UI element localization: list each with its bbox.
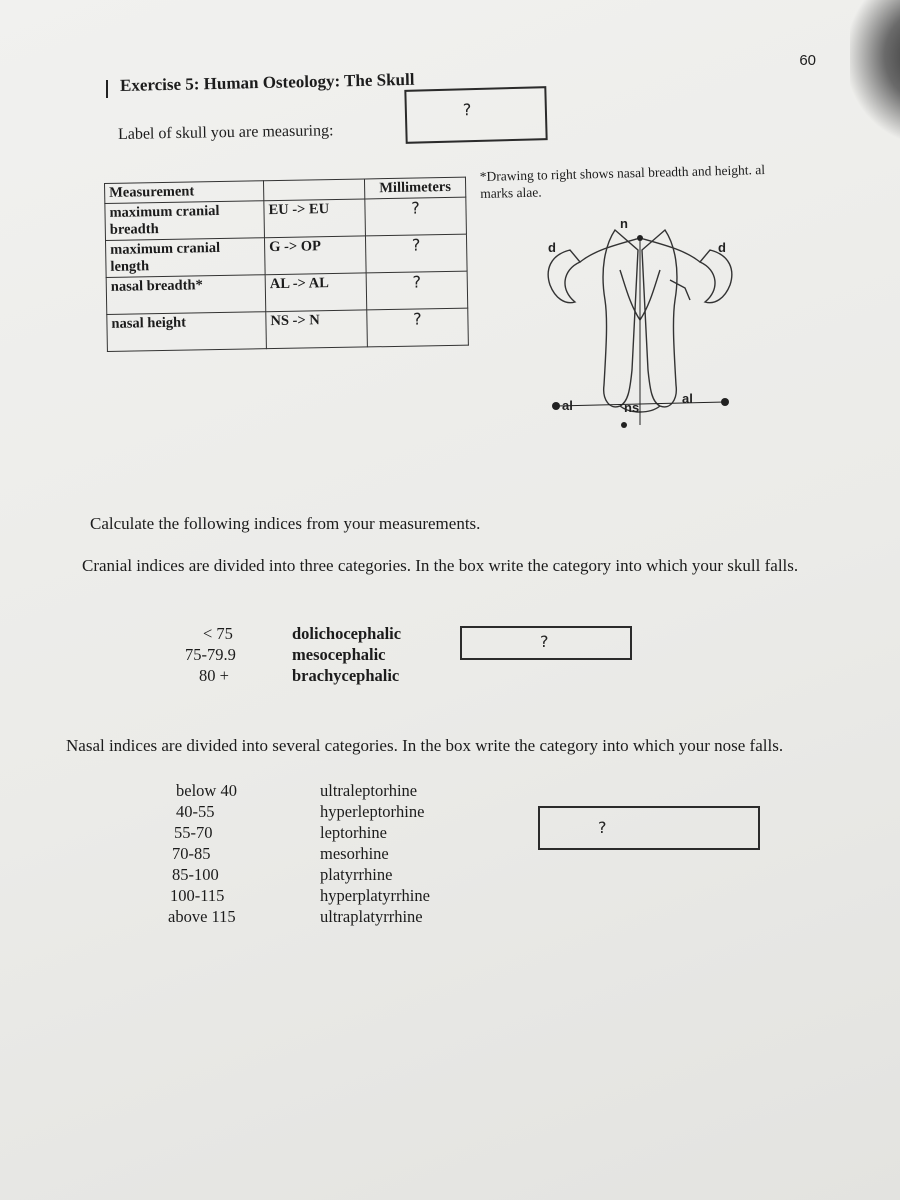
list-item: [168, 780, 430, 801]
millimeters-header: Millimeters: [364, 177, 465, 199]
category-name: platyrrhine: [320, 865, 393, 884]
category-name: brachycephalic: [292, 666, 400, 685]
page-title: Exercise 5: Human Osteology: The Skull: [119, 69, 415, 95]
category-name: mesocephalic: [292, 645, 386, 664]
label-al-left: al: [562, 398, 573, 413]
cranial-prompt: Cranial indices are divided into three categories. In the box write the category into which your skull falls.: [82, 556, 799, 575]
category-name: dolichocephalic: [292, 624, 402, 643]
table-row: [106, 234, 468, 277]
list-item: [185, 623, 401, 644]
table-row: [106, 271, 468, 314]
list-item: [168, 843, 430, 864]
skull-label-box[interactable]: [404, 86, 547, 144]
measurement-header: Measurement: [105, 181, 264, 204]
category-range: 55-70: [174, 823, 213, 842]
measurement-name: maximum cranial breadth: [105, 201, 265, 241]
measurement-value[interactable]: ?: [366, 271, 468, 310]
nasal-categories: [168, 780, 430, 927]
page-number: 60: [799, 52, 816, 69]
measurement-name: nasal breadth*: [106, 275, 266, 315]
cranial-answer-box[interactable]: [460, 626, 632, 660]
measurement-value[interactable]: ?: [367, 308, 469, 347]
label-d-right: d: [718, 240, 726, 255]
measurement-points: NS -> N: [266, 310, 368, 349]
list-item: [185, 644, 401, 665]
category-range: 40-55: [176, 802, 215, 821]
cranial-categories: [185, 623, 401, 686]
measurement-value[interactable]: ?: [365, 197, 467, 236]
category-range: < 75: [203, 624, 233, 643]
category-name: leptorhine: [320, 823, 387, 842]
category-name: ultraplatyrrhine: [320, 907, 423, 926]
nasospinale-point: [621, 422, 627, 428]
header-rule: [106, 80, 108, 98]
measurement-points: AL -> AL: [265, 273, 367, 312]
nasal-answer: ?: [598, 818, 607, 837]
list-item: [185, 665, 401, 686]
points-header: [263, 179, 364, 201]
list-item: [168, 864, 430, 885]
category-range: 100-115: [170, 886, 225, 905]
category-range: above 115: [168, 907, 236, 926]
category-name: hyperplatyrrhine: [320, 886, 430, 905]
measurement-value[interactable]: ?: [365, 234, 467, 273]
measurement-name: nasal height: [107, 312, 267, 352]
measurement-name: maximum cranial length: [106, 238, 266, 278]
indices-intro: Calculate the following indices from your measurements.: [90, 514, 481, 533]
nasal-answer-box[interactable]: [538, 806, 760, 850]
table-row: [105, 197, 467, 240]
al-right-point: [721, 398, 729, 406]
drawing-note-line1: *Drawing to right shows nasal breadth and height. al: [479, 162, 766, 185]
list-item: [168, 906, 430, 927]
label-d-left: d: [548, 240, 556, 255]
cranial-answer: ?: [540, 632, 549, 651]
skull-label-answer: ?: [462, 100, 472, 120]
category-name: mesorhine: [320, 844, 389, 863]
measurement-points: G -> OP: [264, 236, 366, 275]
label-ns: ns: [624, 400, 640, 415]
al-left-point: [552, 402, 560, 410]
category-range: 75-79.9: [185, 645, 236, 664]
skull-label-prompt: Label of skull you are measuring:: [117, 122, 334, 143]
list-item: [168, 822, 430, 843]
nasal-prompt: Nasal indices are divided into several categories. In the box write the category into which your nose falls.: [66, 736, 784, 755]
drawing-note: [480, 161, 766, 202]
measurement-points: EU -> EU: [264, 199, 366, 238]
label-al-right: al: [682, 391, 693, 406]
binder-shadow: [850, 0, 900, 140]
measurements-table: [104, 177, 469, 352]
category-range: below 40: [176, 781, 237, 800]
label-n: n: [620, 216, 628, 231]
drawing-note-line2: marks alae.: [480, 184, 542, 201]
category-range: 70-85: [172, 844, 211, 863]
list-item: [168, 885, 430, 906]
table-row: [107, 308, 469, 351]
category-name: hyperleptorhine: [320, 802, 425, 821]
category-range: 80 +: [199, 666, 229, 685]
nasion-point: [637, 235, 643, 241]
list-item: [168, 801, 430, 822]
category-range: 85-100: [172, 865, 219, 884]
category-name: ultraleptorhine: [320, 781, 418, 800]
nasal-aperture-drawing: [520, 210, 760, 440]
